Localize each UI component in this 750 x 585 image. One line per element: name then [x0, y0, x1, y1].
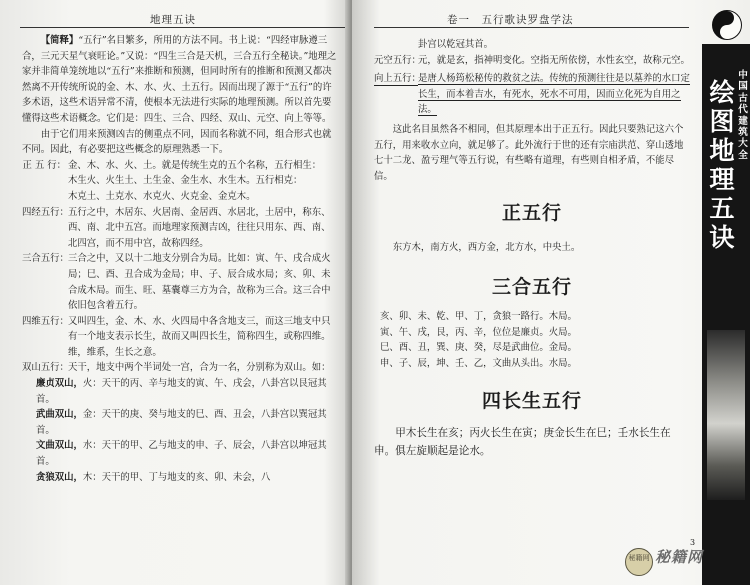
shuangshan-item-lianzhen	[22, 376, 338, 407]
shuangshan-text: 火：天干的丙、辛与地支的寅、午、戌会，八卦宫以艮冠其首。	[36, 378, 327, 405]
right-header-rule	[374, 27, 689, 28]
sichangsheng-text: 甲木长生在亥；丙火长生在寅；庚金长生在巳；壬水长生在申。俱左旋顺起是论水。	[374, 427, 671, 457]
left-page	[0, 0, 352, 585]
entry-text	[68, 158, 338, 205]
entry-sanhe-wuxing	[22, 251, 338, 313]
entry-text: 又叫四生，金、木、水、火四局中各含地支三，而这三地支中只有一个地支表示长生，故而又叫四长生，简称四生，或称四维。维，维系，生长之意。	[68, 315, 331, 358]
entry-sijing-wuxing	[22, 205, 338, 252]
sanhe-verse	[374, 309, 690, 371]
figure-illustration	[707, 330, 745, 500]
section-title-zheng-wuxing: 正五行	[501, 202, 562, 225]
entry-text: 三合之中，又以十二地支分别合为局。比如：寅、午、戌合成火局；巳、酉、丑合成为金局；申、子、辰合成水局；亥、卯、未合成木局。而生、旺、墓囊尊三方为合，故称为三合。这三合中依旧包含着五行。	[68, 253, 331, 312]
jianshi-text: “五行”名目繁多，所用的方法不同。书上说：“四经审脉遵三合，三元天星气衰旺论。”又说：“四生三合是天机，三合五行全秘诀。”地理之家并非简单笼统地以“五行”来推断和预测，但同时所有的推断和预测又都决然离不开传统所说的金、木、水、火、土五行。因而出现了源于“五行”的许多术语，这些术语异常不清，使根本无法进行实际的地理预测。所以首先要懂得这些术语概念。它们是：四生、三合、四经、双山、元空、向上等等。	[22, 35, 337, 124]
right-body-text	[374, 37, 690, 460]
section-title-sanhe-wuxing: 三合五行	[491, 275, 572, 298]
entry-yuankong-wuxing	[374, 53, 690, 69]
entry-text: 天干，地支中两个半词处一宫，合为一名，分别称为双山。如：	[68, 362, 331, 374]
right-page	[352, 0, 750, 585]
entry-text: 五行之中，木居东、火居南、金居西、水居北，土居中，称东、西、南、北中五宫。而地理家预测吉凶，往往只用东、西、南、北四宫，而不用中宫，故称四经。	[68, 206, 331, 249]
shuangshan-name: 贪狼双山，	[36, 471, 83, 483]
entry-shuangshan-wuxing	[22, 360, 338, 376]
entry-line: 木克土、土克水、水克火、火克金、金克木。	[68, 190, 256, 202]
verse-line: 亥、卯、未、乾、甲、丁，贪狼一路行。木局。	[380, 311, 577, 323]
shuangshan-text: 金：天干的庚、癸与地支的巳、酉、丑会，八卦宫以巽冠其首。	[36, 409, 327, 436]
left-running-head: 地理五诀	[150, 14, 196, 26]
entry-label: 元空五行：	[374, 54, 421, 66]
entry-zheng-wuxing	[22, 158, 338, 205]
underlined-text: 是唐人杨筠松秘传的救贫之法。传统的预测往往是以墓养的水口定长生，而本着吉水，有死水，死水不可用，因而立化死为自用之法。	[418, 73, 690, 116]
summary-paragraph: 这此名目虽然各不相同，但其原理本出于正五行。因此只要熟记这六个五行，用来收水立向，就足够了。此外流行于世的还有宗庙洪范、穿山透地七十二龙、盈亏理气等五行说，有些略有道理，有些则自相矛盾，不能尽信。	[374, 123, 684, 182]
intro-paragraph-2: 由于它们用来预测凶吉的侧重点不同，因而名称就不同，组合形式也就不同。因此，有必要把这些概念的原理熟悉一下。	[22, 128, 332, 156]
section-title-sichangsheng-wuxing: 四长生五行	[481, 389, 582, 412]
entry-label: 四维五行：	[22, 315, 69, 327]
entry-label: 四经五行：	[22, 206, 69, 218]
continuation-line: 卦宫以乾冠其首。	[418, 39, 494, 50]
watermark-text: 秘籍网	[655, 548, 704, 566]
watermark-stamp: 秘籍网	[625, 548, 653, 576]
left-body-text	[22, 33, 338, 485]
left-header-rule	[20, 27, 345, 28]
verse-line: 巳、酉、丑，巽、庚、癸，尽是武曲位。金局。	[380, 342, 577, 354]
shuangshan-item-wuqu	[22, 407, 338, 438]
book-title: 绘图地理五诀	[709, 78, 735, 252]
shuangshan-name: 武曲双山，	[36, 409, 83, 421]
jianshi-paragraph	[22, 33, 338, 127]
shuangshan-name: 文曲双山，	[36, 440, 83, 452]
right-running-head: 卷一 五行歌诀罗盘学法	[447, 14, 574, 26]
entry-label: 双山五行：	[22, 362, 69, 374]
entry-xiangshang-wuxing	[374, 71, 690, 118]
shuangshan-text: 木：天干的甲、丁与地支的亥、卯、未会，八	[82, 471, 271, 483]
entry-line: 金、木、水、火、土。就是传统生克的五个名称，五行相生：	[68, 159, 322, 171]
jianshi-label: 【简释】	[40, 35, 79, 46]
shuangshan-text: 水：天干的甲、乙与地支的申、子、辰会，八卦宫以坤冠其首。	[36, 440, 327, 468]
entry-label: 三合五行：	[22, 253, 69, 265]
entry-text	[418, 71, 690, 118]
series-title: 中国古代建筑大全	[738, 70, 748, 161]
shuangshan-item-wenqu	[22, 438, 338, 469]
verse-line: 申、子、辰，坤、壬、乙，文曲从头出。水局。	[380, 357, 577, 369]
verse-line: 寅、午、戌，艮，丙、辛，位位是廉贞。火局。	[380, 326, 577, 338]
entry-text: 元，就是玄，指神明变化。空指无所依傍，水性玄空，故称元空。	[418, 54, 690, 66]
page-number: 3	[690, 538, 696, 547]
entry-label: 正 五 行：	[22, 159, 66, 171]
entry-siwei-wuxing	[22, 314, 338, 361]
shuangshan-item-tanlang	[22, 470, 338, 486]
zheng-wuxing-text: 东方木，南方火，西方金，北方水，中央土。	[392, 241, 581, 253]
shuangshan-name: 廉贞双山，	[36, 378, 83, 390]
yin-yang-icon	[712, 10, 742, 40]
entry-line: 木生火、火生土、土生金、金生水、水生木。五行相克：	[68, 175, 303, 187]
entry-label: 向上五行：	[374, 73, 421, 85]
